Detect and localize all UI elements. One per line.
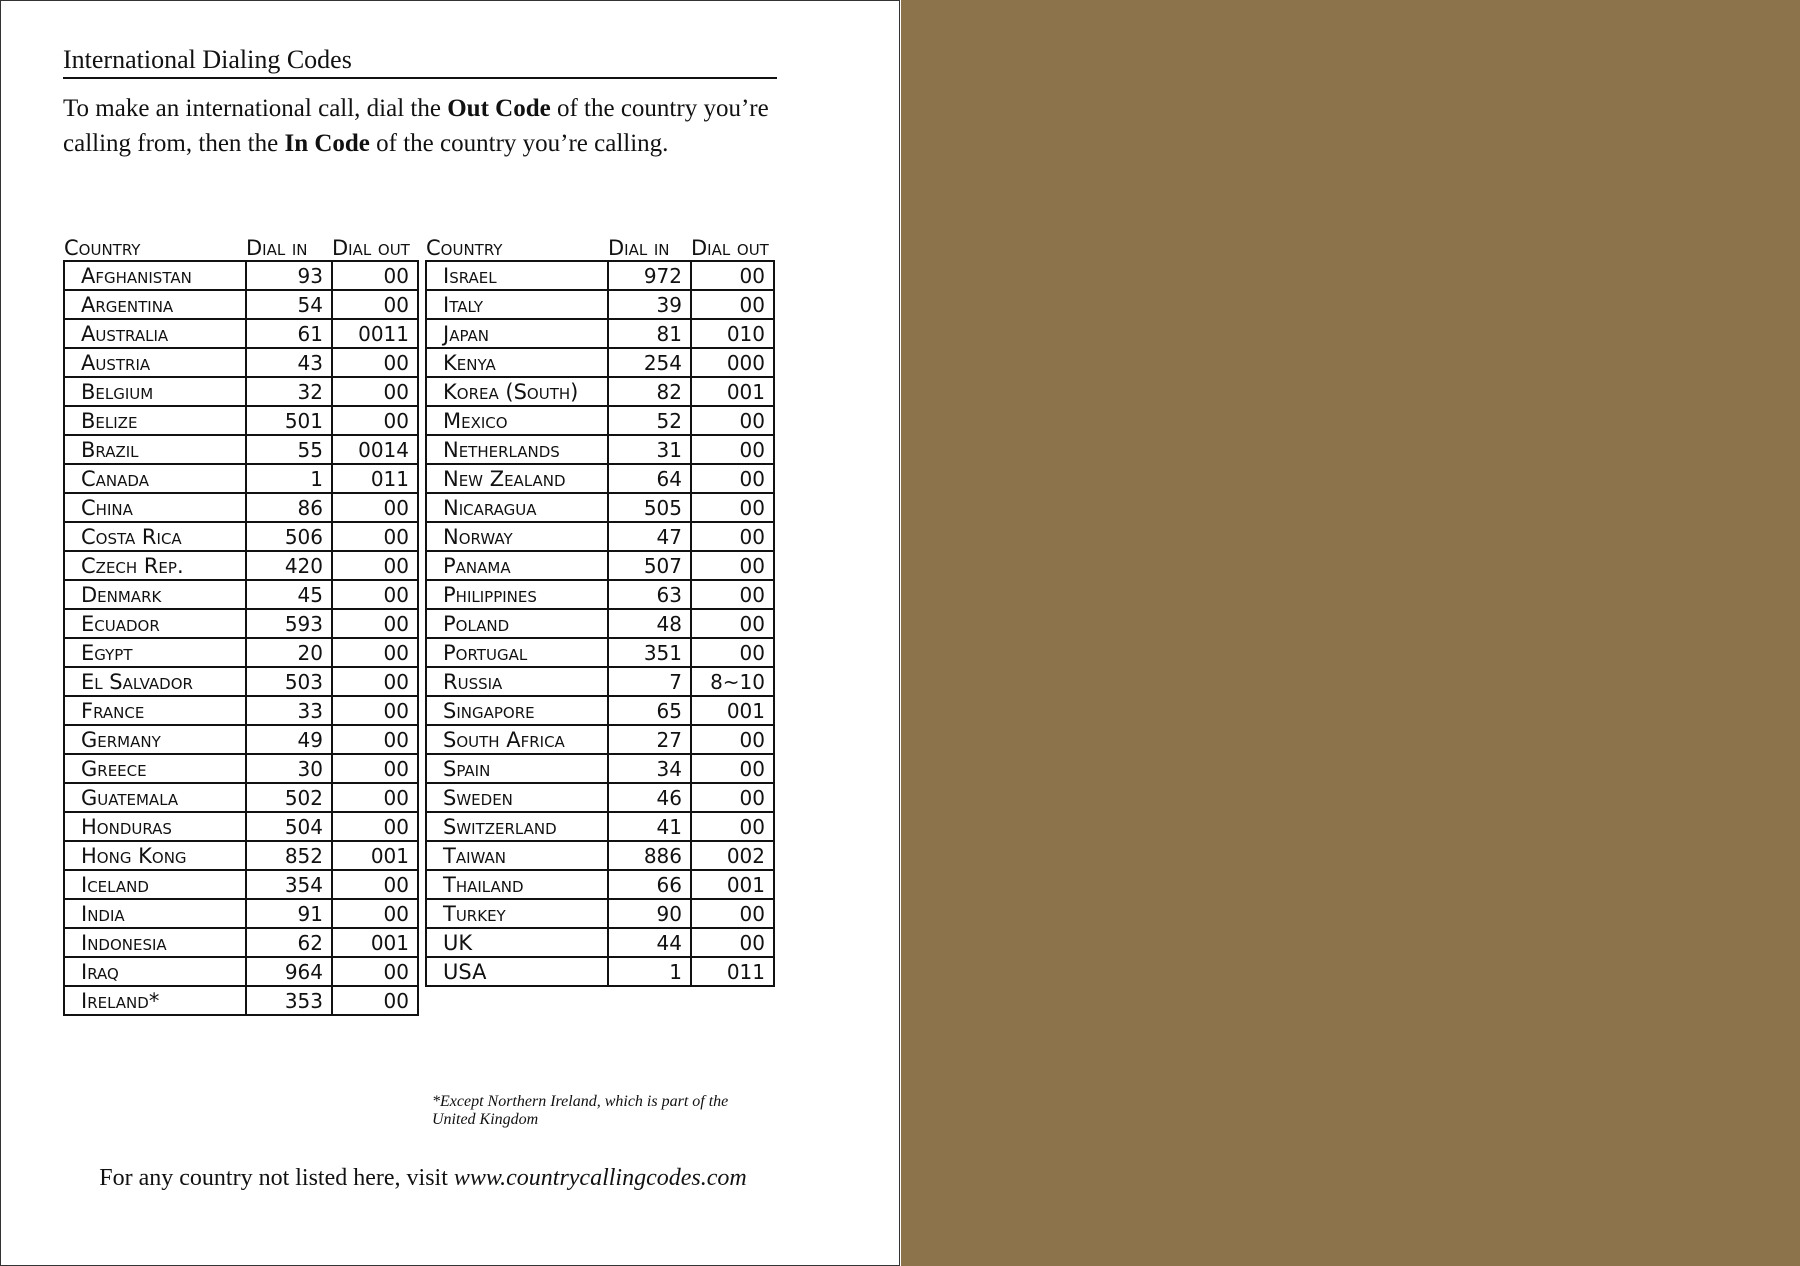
dial-in-cell: 31 <box>608 435 691 464</box>
dial-in-cell: 54 <box>246 290 332 319</box>
footer-text: For any country not listed here, visit <box>99 1165 454 1191</box>
table-row <box>426 609 774 638</box>
country-cell: UK <box>426 928 608 957</box>
dial-in-cell: 852 <box>246 841 332 870</box>
dial-in-cell: 972 <box>608 261 691 290</box>
dial-out-cell: 002 <box>691 841 774 870</box>
table-row <box>426 754 774 783</box>
country-cell: Switzerland <box>426 812 608 841</box>
footnote: *Except Northern Ireland, which is part of the United Kingdom <box>432 1093 729 1128</box>
table-row <box>64 493 418 522</box>
header-dial-out: Dial out <box>332 236 410 260</box>
country-cell: Australia <box>64 319 246 348</box>
dial-out-cell: 00 <box>332 261 418 290</box>
table-row <box>426 725 774 754</box>
table-row <box>64 377 418 406</box>
country-cell: Nicaragua <box>426 493 608 522</box>
dial-out-cell: 00 <box>332 986 418 1015</box>
table-row <box>64 783 418 812</box>
country-cell: China <box>64 493 246 522</box>
table-row <box>426 377 774 406</box>
dial-out-cell: 001 <box>332 928 418 957</box>
dial-out-cell: 00 <box>332 551 418 580</box>
dial-out-cell: 00 <box>691 754 774 783</box>
dial-out-cell: 00 <box>332 493 418 522</box>
intro-text-3: of the country you’re calling. <box>369 130 669 157</box>
country-cell: Austria <box>64 348 246 377</box>
dial-out-cell: 00 <box>691 551 774 580</box>
table-row <box>64 580 418 609</box>
country-cell: Korea (South) <box>426 377 608 406</box>
dial-out-cell: 00 <box>691 725 774 754</box>
table-row <box>426 812 774 841</box>
decorative-panel <box>901 0 1800 1266</box>
table-row <box>64 319 418 348</box>
dial-in-cell: 501 <box>246 406 332 435</box>
table-header-row <box>64 226 418 261</box>
dial-in-cell: 353 <box>246 986 332 1015</box>
dial-in-cell: 61 <box>246 319 332 348</box>
dialing-codes-table-left <box>63 226 419 1016</box>
dial-in-cell: 254 <box>608 348 691 377</box>
table-row <box>426 870 774 899</box>
dial-out-cell: 001 <box>691 696 774 725</box>
dial-in-cell: 45 <box>246 580 332 609</box>
dial-in-cell: 66 <box>608 870 691 899</box>
dial-in-cell: 64 <box>608 464 691 493</box>
country-cell: Russia <box>426 667 608 696</box>
dial-in-cell: 964 <box>246 957 332 986</box>
dial-out-cell: 00 <box>332 899 418 928</box>
table-row <box>64 725 418 754</box>
header-country: Country <box>64 236 141 260</box>
dial-in-cell: 65 <box>608 696 691 725</box>
dial-out-cell: 00 <box>332 290 418 319</box>
dial-out-cell: 00 <box>691 261 774 290</box>
dial-out-cell: 0014 <box>332 435 418 464</box>
dial-in-cell: 63 <box>608 580 691 609</box>
dial-out-cell: 00 <box>332 870 418 899</box>
dial-in-cell: 62 <box>246 928 332 957</box>
dial-out-cell: 00 <box>691 899 774 928</box>
table-row <box>426 783 774 812</box>
header-dial-out: Dial out <box>691 236 769 260</box>
dial-out-cell: 00 <box>332 638 418 667</box>
table-row <box>64 841 418 870</box>
country-cell: Honduras <box>64 812 246 841</box>
dial-in-cell: 82 <box>608 377 691 406</box>
country-cell: Ecuador <box>64 609 246 638</box>
intro-text-1: To make an international call, dial the <box>63 95 448 122</box>
dial-in-cell: 47 <box>608 522 691 551</box>
table-row <box>64 261 418 290</box>
country-cell: Portugal <box>426 638 608 667</box>
table-row <box>64 435 418 464</box>
country-cell: Panama <box>426 551 608 580</box>
dial-in-cell: 420 <box>246 551 332 580</box>
country-cell: Ireland* <box>64 986 246 1015</box>
header-dial-in: Dial in <box>246 236 308 260</box>
table-row <box>64 609 418 638</box>
header-country: Country <box>426 236 503 260</box>
table-row <box>426 464 774 493</box>
dial-in-cell: 93 <box>246 261 332 290</box>
country-cell: Greece <box>64 754 246 783</box>
dial-out-cell: 00 <box>332 377 418 406</box>
dial-out-cell: 00 <box>691 290 774 319</box>
dial-in-cell: 44 <box>608 928 691 957</box>
dial-in-cell: 34 <box>608 754 691 783</box>
page-title: International Dialing Codes <box>63 45 777 79</box>
table-row <box>426 841 774 870</box>
table-row <box>64 522 418 551</box>
country-cell: Taiwan <box>426 841 608 870</box>
country-cell: Hong Kong <box>64 841 246 870</box>
dial-out-cell: 00 <box>332 580 418 609</box>
table-row <box>426 899 774 928</box>
table-row <box>64 348 418 377</box>
table-row <box>64 464 418 493</box>
country-cell: Poland <box>426 609 608 638</box>
country-cell: Spain <box>426 754 608 783</box>
table-row <box>426 580 774 609</box>
header-dial-in: Dial in <box>608 236 670 260</box>
country-cell: Singapore <box>426 696 608 725</box>
dial-out-cell: 00 <box>332 667 418 696</box>
footer-note <box>63 1165 783 1192</box>
table-row <box>64 812 418 841</box>
dial-out-cell: 00 <box>691 580 774 609</box>
dial-out-cell: 011 <box>332 464 418 493</box>
dial-in-cell: 46 <box>608 783 691 812</box>
dial-out-cell: 00 <box>332 812 418 841</box>
dial-out-cell: 00 <box>332 783 418 812</box>
intro-paragraph <box>63 91 783 161</box>
dial-in-cell: 507 <box>608 551 691 580</box>
country-cell: Sweden <box>426 783 608 812</box>
table-body-right <box>426 261 774 986</box>
country-cell: Denmark <box>64 580 246 609</box>
table-row <box>426 957 774 986</box>
country-cell: Italy <box>426 290 608 319</box>
dial-out-cell: 00 <box>332 957 418 986</box>
country-cell: Guatemala <box>64 783 246 812</box>
country-cell: Mexico <box>426 406 608 435</box>
country-cell: Israel <box>426 261 608 290</box>
dial-out-cell: 00 <box>691 928 774 957</box>
dial-in-cell: 1 <box>608 957 691 986</box>
country-cell: Belize <box>64 406 246 435</box>
country-cell: Czech Rep. <box>64 551 246 580</box>
dial-in-cell: 30 <box>246 754 332 783</box>
country-cell: Iraq <box>64 957 246 986</box>
dial-in-cell: 505 <box>608 493 691 522</box>
dial-in-cell: 55 <box>246 435 332 464</box>
dial-in-cell: 351 <box>608 638 691 667</box>
country-cell: New Zealand <box>426 464 608 493</box>
dial-out-cell: 001 <box>332 841 418 870</box>
table-row <box>64 290 418 319</box>
country-cell: El Salvador <box>64 667 246 696</box>
country-cell: Indonesia <box>64 928 246 957</box>
dial-in-cell: 1 <box>246 464 332 493</box>
dial-out-cell: 00 <box>332 725 418 754</box>
dial-out-cell: 00 <box>332 406 418 435</box>
country-cell: Egypt <box>64 638 246 667</box>
dial-in-cell: 506 <box>246 522 332 551</box>
table-row <box>64 667 418 696</box>
dial-out-cell: 00 <box>691 609 774 638</box>
table-row <box>64 986 418 1015</box>
dial-in-cell: 27 <box>608 725 691 754</box>
dial-in-cell: 593 <box>246 609 332 638</box>
country-cell: Philippines <box>426 580 608 609</box>
country-cell: Brazil <box>64 435 246 464</box>
dial-in-cell: 81 <box>608 319 691 348</box>
dial-out-cell: 00 <box>332 522 418 551</box>
dial-out-cell: 00 <box>691 464 774 493</box>
dial-out-cell: 8~10 <box>691 667 774 696</box>
dial-in-cell: 39 <box>608 290 691 319</box>
table-body-left <box>64 261 418 1015</box>
dial-in-cell: 20 <box>246 638 332 667</box>
table-row <box>64 899 418 928</box>
dial-in-cell: 32 <box>246 377 332 406</box>
dial-out-cell: 00 <box>691 783 774 812</box>
table-row <box>426 928 774 957</box>
table-row <box>426 348 774 377</box>
dial-in-cell: 48 <box>608 609 691 638</box>
table-row <box>64 928 418 957</box>
intro-out-code: Out Code <box>447 95 551 122</box>
dial-in-cell: 33 <box>246 696 332 725</box>
table-row <box>426 435 774 464</box>
country-cell: Canada <box>64 464 246 493</box>
table-row <box>426 493 774 522</box>
country-cell: Norway <box>426 522 608 551</box>
table-row <box>64 957 418 986</box>
country-cell: Costa Rica <box>64 522 246 551</box>
intro-text-2: of the country you’re calling from, then the <box>63 95 769 157</box>
dial-out-cell: 00 <box>332 348 418 377</box>
dial-in-cell: 41 <box>608 812 691 841</box>
table-header-row <box>426 226 774 261</box>
table-row <box>64 696 418 725</box>
table-row <box>426 406 774 435</box>
dial-in-cell: 43 <box>246 348 332 377</box>
country-cell: USA <box>426 957 608 986</box>
country-cell: Afghanistan <box>64 261 246 290</box>
table-row <box>64 754 418 783</box>
country-cell: Belgium <box>64 377 246 406</box>
dial-out-cell: 00 <box>691 493 774 522</box>
dial-out-cell: 00 <box>332 754 418 783</box>
country-cell: France <box>64 696 246 725</box>
table-row <box>426 551 774 580</box>
country-cell: South Africa <box>426 725 608 754</box>
country-cell: Argentina <box>64 290 246 319</box>
country-cell: India <box>64 899 246 928</box>
dial-out-cell: 00 <box>691 522 774 551</box>
dial-out-cell: 00 <box>332 609 418 638</box>
table-row <box>64 551 418 580</box>
table-row <box>426 696 774 725</box>
dial-in-cell: 91 <box>246 899 332 928</box>
country-cell: Iceland <box>64 870 246 899</box>
dial-out-cell: 00 <box>691 406 774 435</box>
country-cell: Japan <box>426 319 608 348</box>
table-row <box>426 522 774 551</box>
dial-in-cell: 49 <box>246 725 332 754</box>
table-row <box>64 406 418 435</box>
table-row <box>426 667 774 696</box>
dial-in-cell: 52 <box>608 406 691 435</box>
dial-in-cell: 90 <box>608 899 691 928</box>
table-row <box>426 290 774 319</box>
dial-out-cell: 000 <box>691 348 774 377</box>
dial-in-cell: 503 <box>246 667 332 696</box>
table-row <box>64 870 418 899</box>
dial-in-cell: 7 <box>608 667 691 696</box>
footer-link[interactable]: www.countrycallingcodes.com <box>453 1165 747 1191</box>
country-cell: Kenya <box>426 348 608 377</box>
country-cell: Germany <box>64 725 246 754</box>
dialing-codes-table-right <box>425 226 775 987</box>
dial-in-cell: 502 <box>246 783 332 812</box>
dial-out-cell: 00 <box>691 812 774 841</box>
table-row <box>426 319 774 348</box>
dial-in-cell: 886 <box>608 841 691 870</box>
dial-out-cell: 00 <box>691 435 774 464</box>
dial-out-cell: 0011 <box>332 319 418 348</box>
table-row <box>64 638 418 667</box>
intro-in-code: In Code <box>284 130 370 157</box>
table-row <box>426 261 774 290</box>
dial-in-cell: 504 <box>246 812 332 841</box>
country-cell: Netherlands <box>426 435 608 464</box>
dial-out-cell: 00 <box>332 696 418 725</box>
dial-in-cell: 354 <box>246 870 332 899</box>
dial-out-cell: 00 <box>691 638 774 667</box>
country-cell: Thailand <box>426 870 608 899</box>
dial-out-cell: 011 <box>691 957 774 986</box>
dial-in-cell: 86 <box>246 493 332 522</box>
country-cell: Turkey <box>426 899 608 928</box>
dial-out-cell: 010 <box>691 319 774 348</box>
dial-out-cell: 001 <box>691 870 774 899</box>
dial-out-cell: 001 <box>691 377 774 406</box>
table-row <box>426 638 774 667</box>
